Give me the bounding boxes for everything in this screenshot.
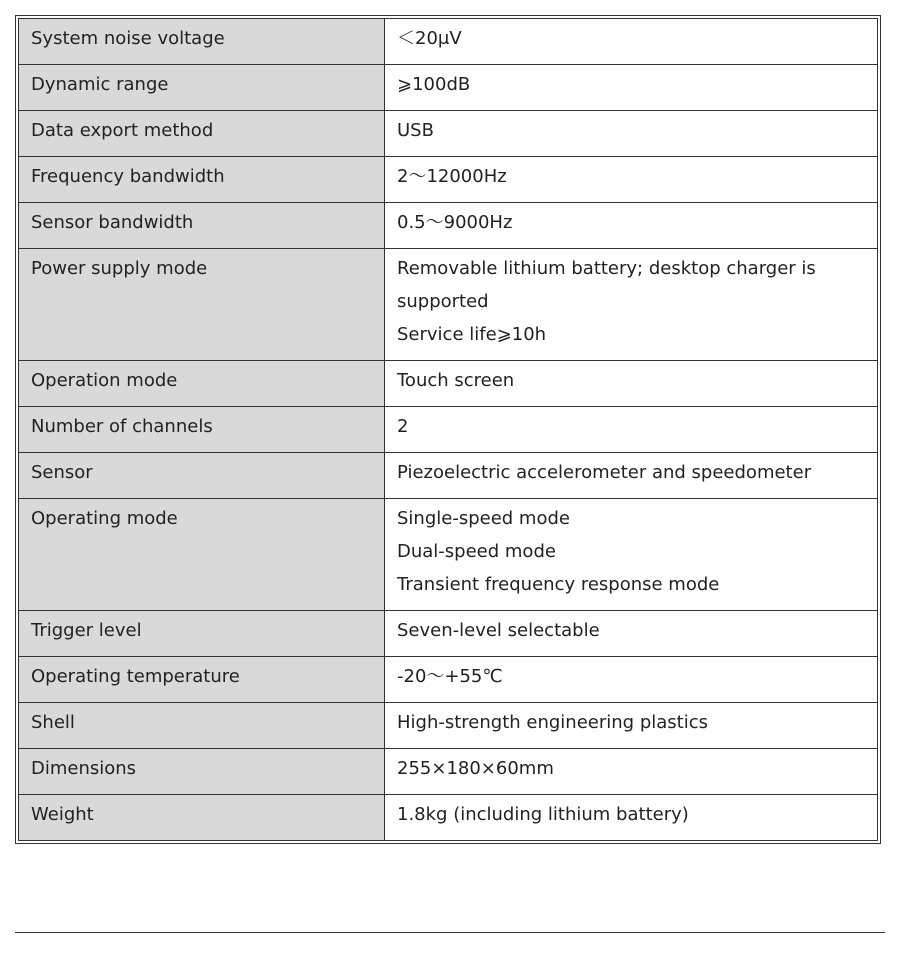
spec-label: System noise voltage <box>19 19 385 65</box>
spec-label: Power supply mode <box>19 249 385 361</box>
spec-label: Frequency bandwidth <box>19 157 385 203</box>
table-row <box>19 749 878 795</box>
spec-table <box>18 18 878 841</box>
spec-value-line: Touch screen <box>397 370 515 391</box>
spec-label: Trigger level <box>19 611 385 657</box>
table-row <box>19 407 878 453</box>
table-row <box>19 499 878 611</box>
spec-value-line: -20～+55℃ <box>397 666 503 687</box>
spec-label: Sensor bandwidth <box>19 203 385 249</box>
spec-value-line: Transient frequency response mode <box>397 574 720 595</box>
spec-value <box>385 65 878 111</box>
spec-value-line: Seven-level selectable <box>397 620 600 641</box>
spec-value-line: 2～12000Hz <box>397 166 507 187</box>
spec-value-line: High-strength engineering plastics <box>397 712 708 733</box>
spec-value <box>385 203 878 249</box>
spec-value-line: Removable lithium battery; desktop charger is supported <box>397 258 816 312</box>
spec-value-line: 0.5～9000Hz <box>397 212 513 233</box>
spec-value-line: USB <box>397 120 434 141</box>
spec-label: Weight <box>19 795 385 841</box>
spec-value-line: 1.8kg (including lithium battery) <box>397 804 689 825</box>
spec-label: Operation mode <box>19 361 385 407</box>
spec-value <box>385 19 878 65</box>
table-row <box>19 453 878 499</box>
table-row <box>19 65 878 111</box>
spec-value <box>385 657 878 703</box>
spec-value <box>385 453 878 499</box>
spec-value <box>385 499 878 611</box>
spec-label: Operating temperature <box>19 657 385 703</box>
spec-value-line: ＜20μV <box>397 28 462 49</box>
spec-value-line: 255×180×60mm <box>397 758 554 779</box>
spec-value <box>385 749 878 795</box>
spec-label: Number of channels <box>19 407 385 453</box>
table-row <box>19 703 878 749</box>
spec-label: Operating mode <box>19 499 385 611</box>
spec-value-line: Service life⩾10h <box>397 324 547 345</box>
spec-value <box>385 111 878 157</box>
table-row <box>19 249 878 361</box>
table-row <box>19 157 878 203</box>
spec-value-line: Piezoelectric accelerometer and speedometer <box>397 462 812 483</box>
spec-value <box>385 361 878 407</box>
spec-value-line: ⩾100dB <box>397 74 471 95</box>
spec-value <box>385 795 878 841</box>
table-row <box>19 361 878 407</box>
spec-label: Dimensions <box>19 749 385 795</box>
spec-value-line: 2 <box>397 416 409 437</box>
table-row <box>19 795 878 841</box>
spec-table-body <box>19 19 878 841</box>
bottom-divider <box>15 932 885 933</box>
spec-value-line: Dual-speed mode <box>397 541 556 562</box>
spec-label: Shell <box>19 703 385 749</box>
spec-value <box>385 249 878 361</box>
table-row <box>19 657 878 703</box>
spec-value <box>385 407 878 453</box>
spec-label: Dynamic range <box>19 65 385 111</box>
spec-value <box>385 611 878 657</box>
table-row <box>19 111 878 157</box>
table-row <box>19 611 878 657</box>
spec-label: Sensor <box>19 453 385 499</box>
spec-label: Data export method <box>19 111 385 157</box>
spec-value <box>385 703 878 749</box>
spec-value <box>385 157 878 203</box>
table-row <box>19 19 878 65</box>
table-row <box>19 203 878 249</box>
spec-value-line: Single-speed mode <box>397 508 570 529</box>
spec-table-frame <box>15 15 881 844</box>
